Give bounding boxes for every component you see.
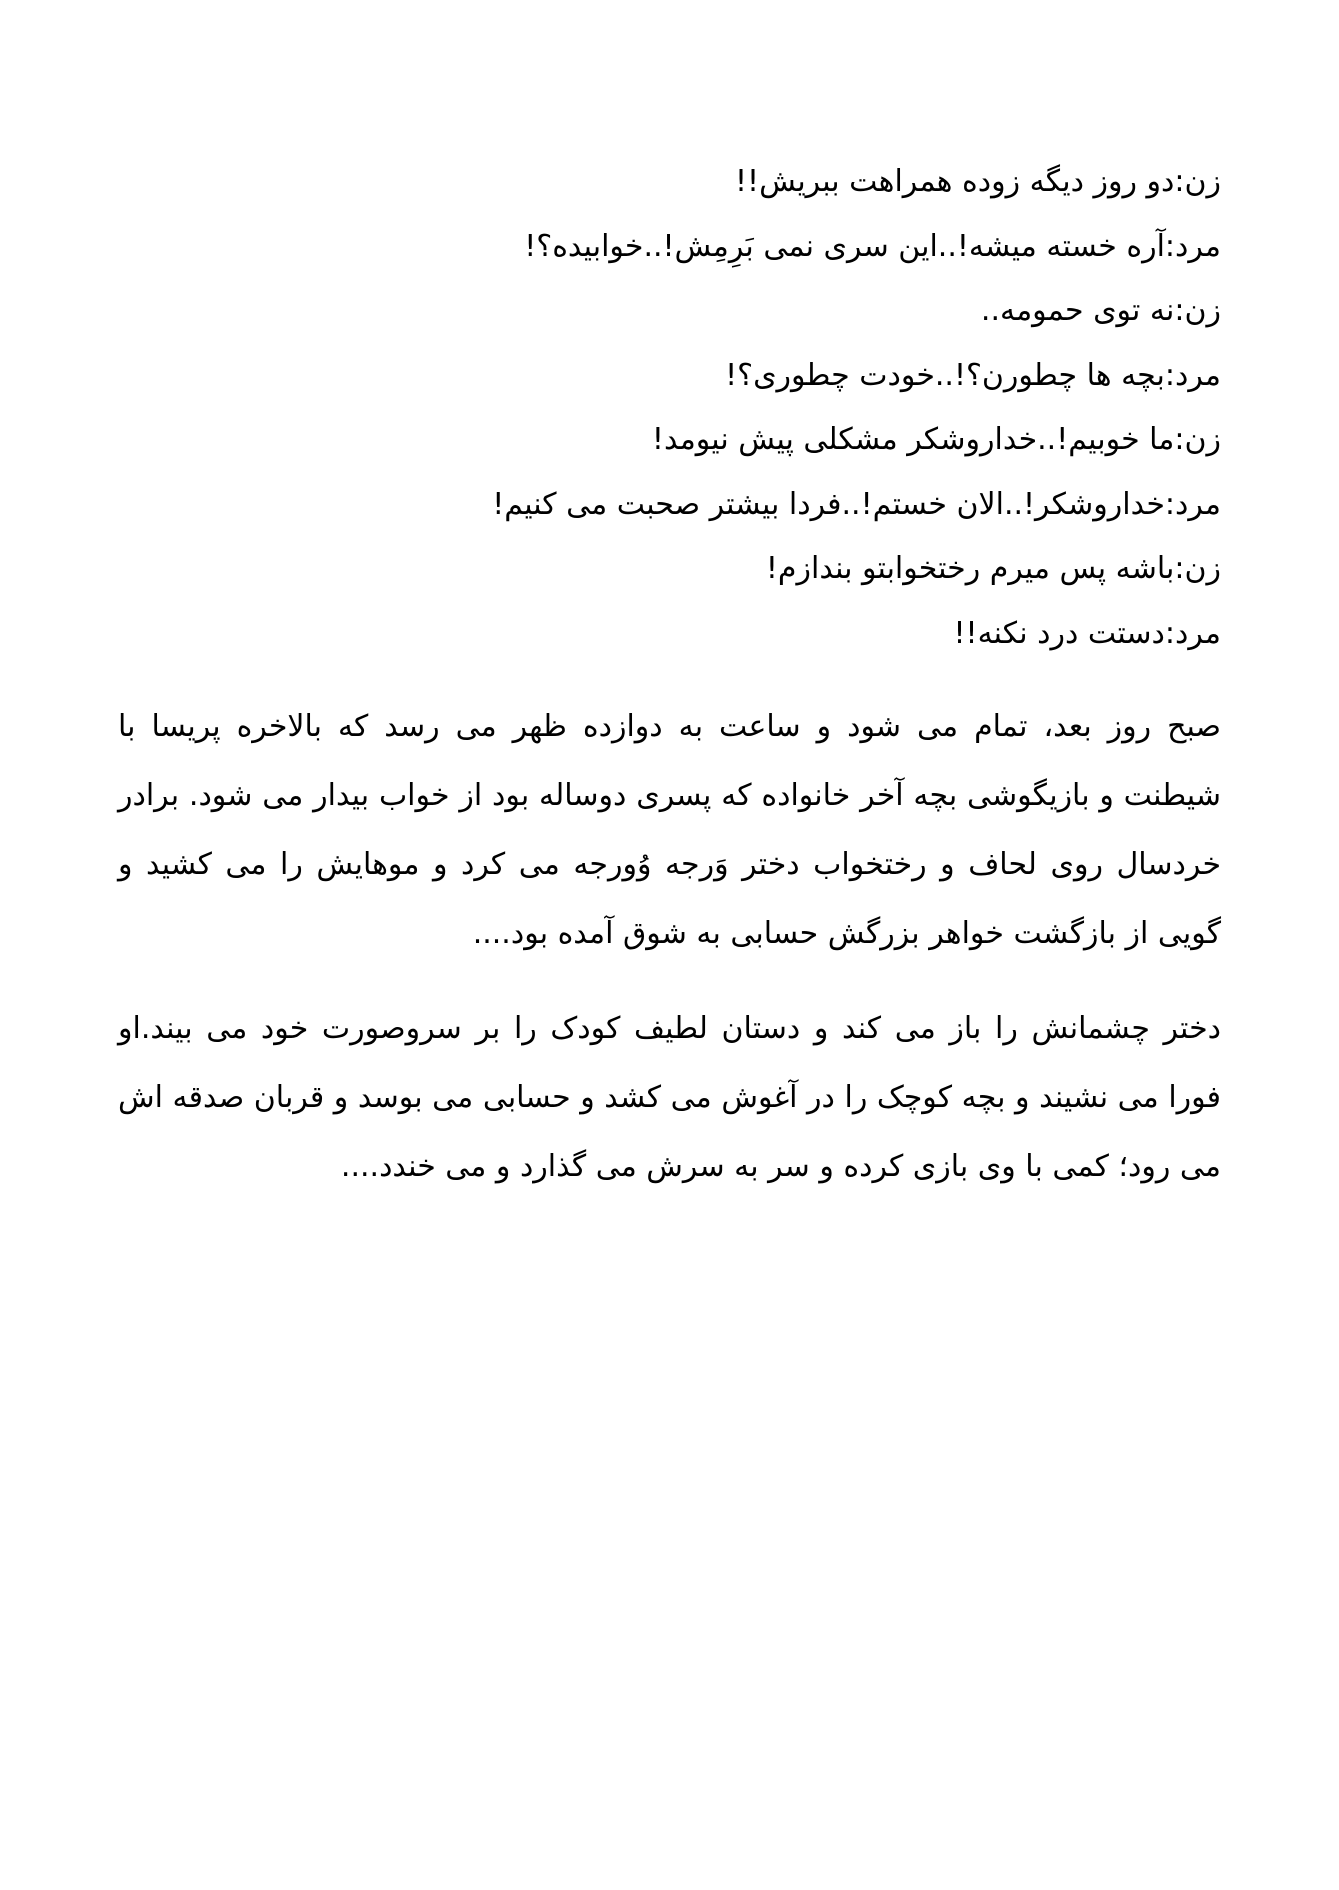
dialogue-block: [118, 150, 1221, 666]
dialogue-line-1: زن:دو روز دیگه زوده همراهت ببریش!!: [735, 164, 1221, 199]
dialogue-line-6: مرد:خداروشکر!..الان خستم!..فردا بیشتر صحبت می کنیم!: [492, 486, 1221, 522]
dialogue-line-8: مرد:دستت درد نکنه!!: [953, 615, 1221, 651]
narrative-block: [118, 692, 1221, 1201]
dialogue-line-5: زن:ما خوبیم!..خداروشکر مشکلی پیش نیومد!: [651, 422, 1221, 457]
document-body: [118, 150, 1221, 1201]
narrative-paragraph-2: دختر چشمانش را باز می کند و دستان لطیف کودک را بر سروصورت خود می بیند.او فورا می نشیند و بچه کوچک را در آغوش می کشد و حسابی می بوسد و قربان صدقه اش می رود؛ کمی با وی بازی کرده و سر به سرش می گذارد و می خندد....: [118, 1011, 1221, 1184]
dialogue-line-4: مرد:بچه ها چطورن؟!..خودت چطوری؟!: [725, 357, 1221, 393]
dialogue-line-3: زن:نه توی حمومه..: [980, 293, 1221, 328]
dialogue-line-7: زن:باشه پس میرم رختخوابتو بندازم!: [765, 551, 1221, 586]
narrative-paragraph-1: صبح روز بعد، تمام می شود و ساعت به دوازده ظهر می رسد که بالاخره پریسا با شیطنت و بازیگوشی بچه آخر خانواده که پسری دوساله بود از خواب بیدار می شود. برادر خردسال روی لحاف و رختخواب دختر وَرجه وُورجه می کرد و موهایش را می کشید و گویی از بازگشت خواهر بزرگش حسابی به شوق آمده بود....: [118, 709, 1221, 951]
dialogue-line-2: مرد:آره خسته میشه!..این سری نمی بَرِمِش!..خوابیده؟!: [524, 228, 1221, 264]
